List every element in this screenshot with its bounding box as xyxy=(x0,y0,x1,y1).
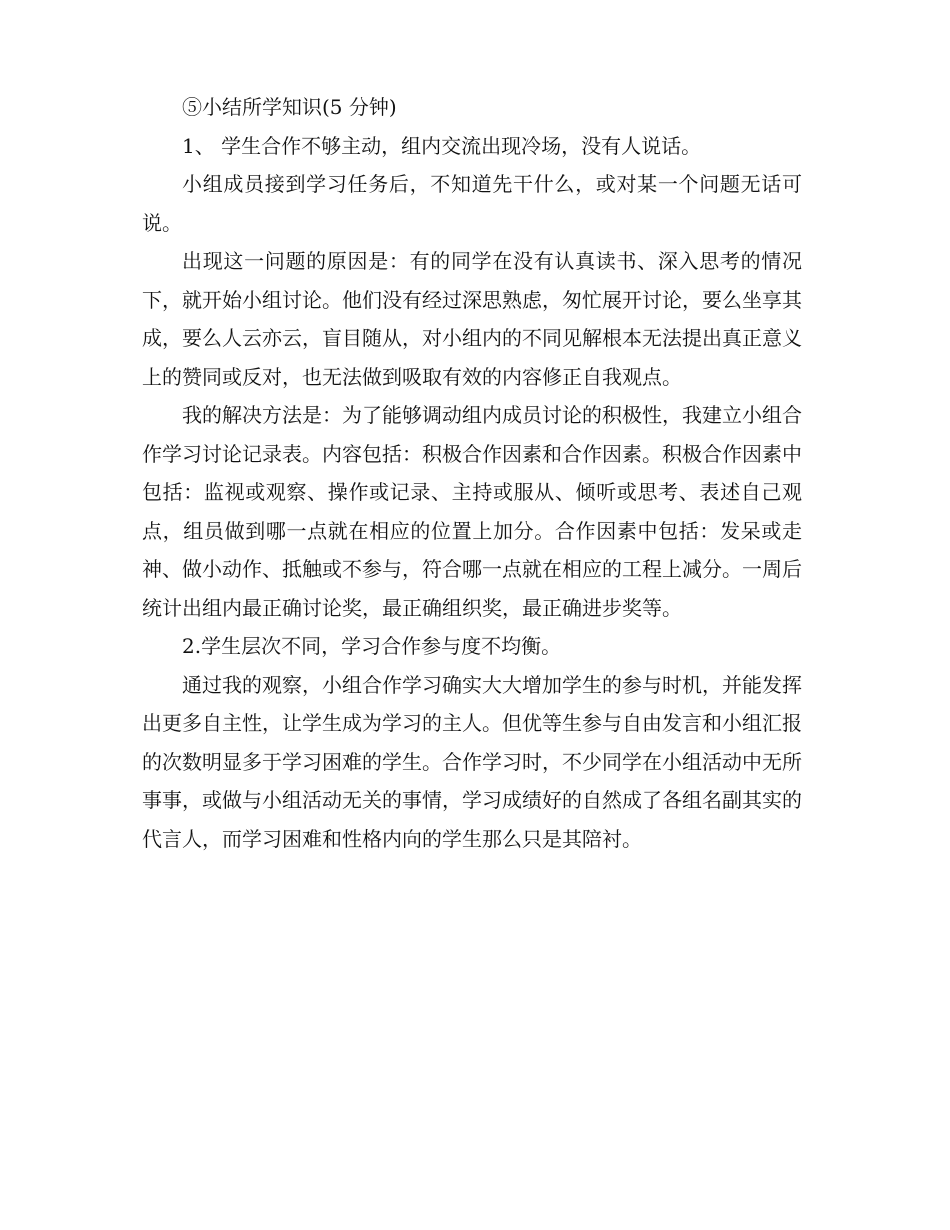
paragraph-solution: 我的解决方法是：为了能够调动组内成员讨论的积极性，我建立小组合作学习讨论记录表。内容包括：积极合作因素和合作因素。积极合作因素中包括：监视或观察、操作或记录、主持或服从、倾听或思考、表述自己观点，组员做到哪一点就在相应的位置上加分。合作因素中包括：发呆或走神、做小动作、抵触或不参与，符合哪一点就在相应的工程上减分。一周后统计出组内最正确讨论奖，最正确组织奖，最正确进步奖等。 xyxy=(142,403,802,620)
paragraph-observation: 通过我的观察，小组合作学习确实大大增加学生的参与时机，并能发挥出更多自主性，让学生成为学习的主人。但优等生参与自由发言和小组汇报的次数明显多于学习困难的学生。合作学习时，不少同学在小组活动中无所事事，或做与小组活动无关的事情，学习成绩好的自然成了各组名副其实的代言人，而学习困难和性格内向的学生那么只是其陪衬。 xyxy=(142,672,802,851)
paragraph-problem-description: 小组成员接到学习任务后，不知道先干什么，或对某一个问题无话可说。 xyxy=(142,172,802,235)
section-heading-summary: ⑤小结所学知识(5 分钟) xyxy=(182,95,397,119)
paragraph-problem-cause: 出现这一问题的原因是：有的同学在没有认真读书、深入思考的情况下，就开始小组讨论。他们没有经过深思熟虑，匆忙展开讨论，要么坐享其成，要么人云亦云，盲目随从，对小组内的不同见解根本无法提出真正意义上的赞同或反对，也无法做到吸取有效的内容修正自我观点。 xyxy=(142,249,802,389)
problem-heading-1: 1、 学生合作不够主动，组内交流出现冷场，没有人说话。 xyxy=(182,133,702,158)
problem-heading-2: 2.学生层次不同，学习合作参与度不均衡。 xyxy=(182,634,562,658)
document-body xyxy=(142,88,802,858)
